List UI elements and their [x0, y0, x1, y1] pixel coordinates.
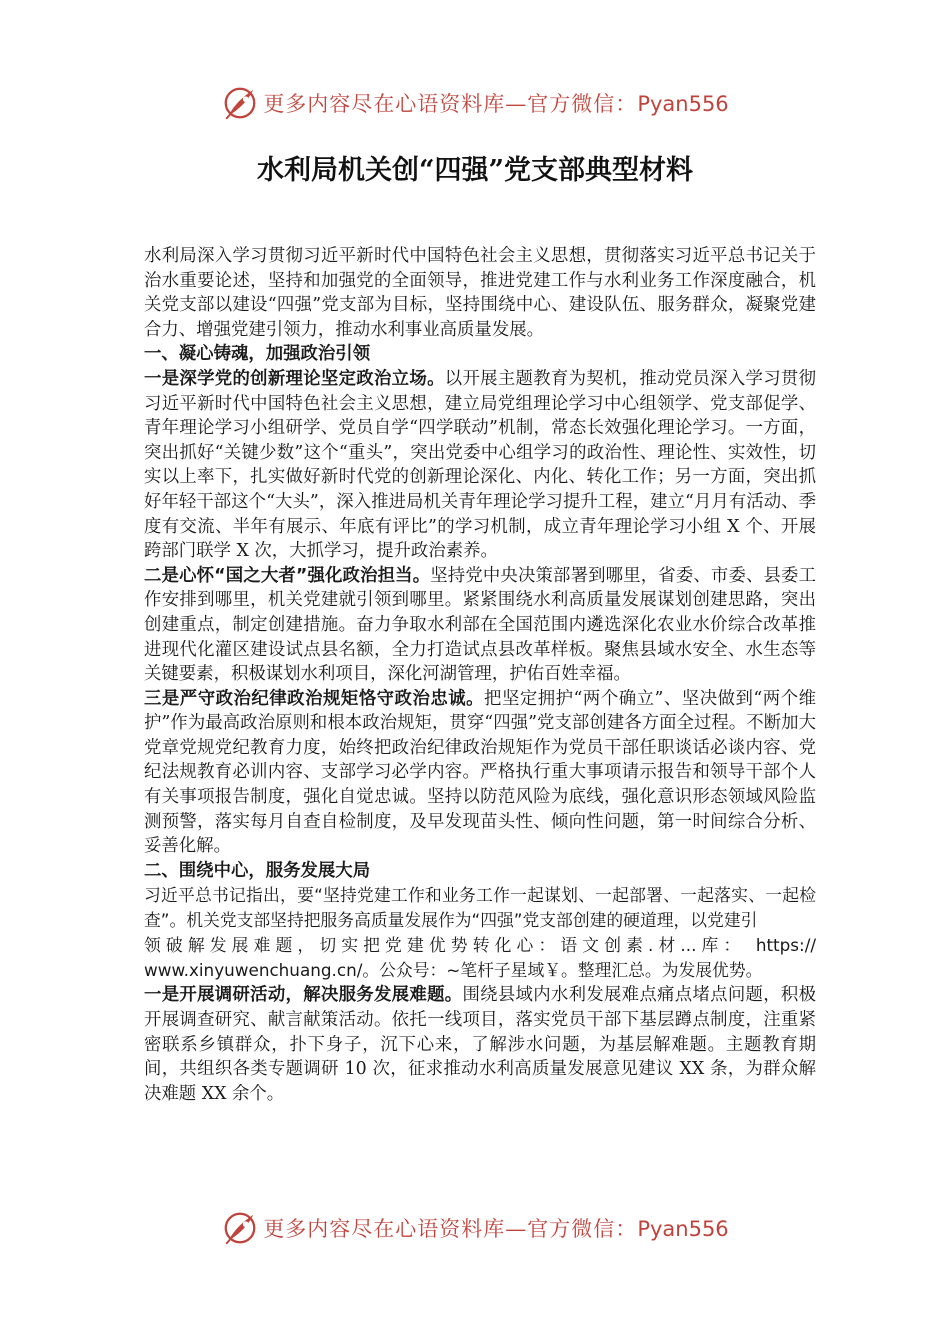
banner-text: 更多内容尽在心语资料库—官方微信：Pyan556 [263, 92, 729, 116]
paragraph-lead: 一是开展调研活动，解决服务发展难题。 [144, 985, 463, 1006]
document-body [144, 244, 816, 1106]
header-banner [0, 78, 950, 128]
paragraph-lead: 二是心怀“国之大者”强化政治担当。 [144, 565, 431, 586]
quill-logo-icon [221, 1209, 259, 1247]
section-2-quote-line-2: 领破解发展难题，切实把党建优势转化心：语文创素.材...库： https:// [144, 935, 816, 956]
footer-banner [0, 1203, 950, 1253]
section-2-quote-line-3: www.xinyuwenchuang.cn/。公众号：~笔杆子星域￥。整理汇总。为发展优势。 [144, 960, 763, 981]
section-1-paragraph-1: 一是深学党的创新理论坚定政治立场。以开展主题教育为契机，推动党员深入学习贯彻习近平新时代中国特色社会主义思想，建立局党组理论学习中心组领学、党支部促学、青年理论学习小组研学、党员自学“四学联动”机制，常态长效强化理论学习。一方面，突出抓好“关键少数”这个“重头”，突出党委中心组学习的政治性、理论性、实效性，切实以上率下，扎实做好新时代党的创新理论深化、内化、转化工作；另一方面，突出抓好年轻干部这个“大头”，深入推进局机关青年理论学习提升工程，建立“月月有活动、季度有交流、半年有展示、年底有评比”的学习机制，成立青年理论学习小组 X 个、开展跨部门联学 X 次，大抓学习，提升政治素养。 [144, 368, 816, 562]
paragraph-lead: 三是严守政治纪律政治规矩恪守政治忠诚。 [144, 688, 485, 709]
document-title: 水利局机关创“四强”党支部典型材料 [256, 155, 694, 186]
section-2-paragraph-1: 一是开展调研活动，解决服务发展难题。围绕县域内水利发展难点痛点堵点问题，积极开展调查研究、献言献策活动。依托一线项目，落实党员干部下基层蹲点制度，注重紧密联系乡镇群众，扑下身子，沉下心来，了解涉水问题，为基层解难题。主题教育期间，共组织各类专题调研 10 次，征求推动水利高质量发展意见建议 XX 条，为群众解决难题 XX 余个。 [144, 985, 816, 1104]
section-1-heading: 一、凝心铸魂，加强政治引领 [144, 344, 371, 365]
banner-text: 更多内容尽在心语资料库—官方微信：Pyan556 [263, 1217, 729, 1241]
section-1-paragraph-3: 三是严守政治纪律政治规矩恪守政治忠诚。把坚定拥护“两个确立”、坚决做到“两个维护”作为最高政治原则和根本政治规矩，贯穿“四强”党支部创建各方面全过程。不断加大党章党规党纪教育力度，始终把政治纪律政治规矩作为党员干部任职谈话必谈内容、党纪法规教育必训内容、支部学习必学内容。严格执行重大事项请示报告和领导干部个人有关事项报告制度，强化自觉忠诚。坚持以防范风险为底线，强化意识形态领域风险监测预警，落实每月自查自检制度，及早发现苗头性、倾向性问题，第一时间综合分析、妥善化解。 [144, 688, 816, 857]
section-2-heading: 二、围绕中心，服务发展大局 [144, 860, 371, 881]
paragraph-lead: 一是深学党的创新理论坚定政治立场。 [144, 368, 445, 389]
section-1-paragraph-2: 二是心怀“国之大者”强化政治担当。坚持党中央决策部署到哪里，省委、市委、县委工作安排到哪里，机关党建就引领到哪里。紧紧围绕水利高质量发展谋划创建思路，突出创建重点，制定创建措施。奋力争取水利部在全国范围内遴选深化农业水价综合改革推进现代化灌区建设试点县名额，全力打造试点县改革样板。聚焦县域水安全、水生态等关键要素，积极谋划水利项目，深化河湖管理，护佑百姓幸福。 [144, 565, 816, 685]
quill-logo-icon [221, 84, 259, 122]
intro-paragraph: 水利局深入学习贯彻习近平新时代中国特色社会主义思想，贯彻落实习近平总书记关于治水重要论述，坚持和加强党的全面领导，推进党建工作与水利业务工作深度融合，机关党支部以建设“四强”党支部为目标，坚持围绕中心、建设队伍、服务群众，凝聚党建合力、增强党建引领力，推动水利事业高质量发展。 [144, 246, 816, 340]
section-2-quote-paragraph: 习近平总书记指出，要“坚持党建工作和业务工作一起谋划、一起部署、一起落实、一起检查”。机关党支部坚持把服务高质量发展作为“四强”党支部创建的硬道理，以党建引 [144, 885, 816, 931]
